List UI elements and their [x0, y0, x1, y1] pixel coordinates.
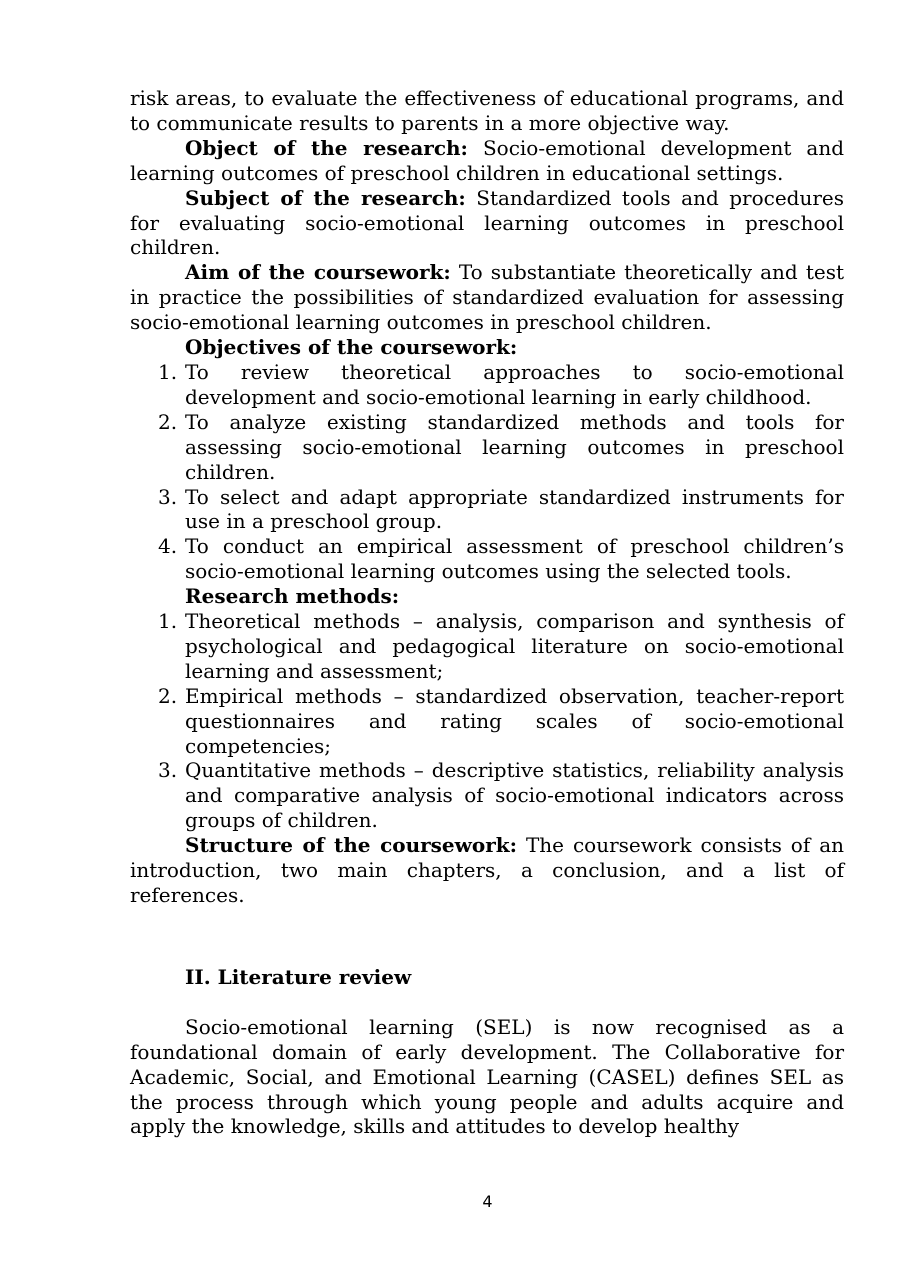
- list-number: 1.: [158, 359, 178, 384]
- list-number: 4.: [158, 534, 178, 559]
- document-page: [130, 86, 844, 1139]
- list-number: 3.: [158, 758, 178, 783]
- objectives-list: [130, 360, 844, 584]
- list-item: [130, 360, 844, 410]
- list-text: Empirical methods – standardized observation, teacher-report questionnaires and rating scales of socio-emotional competencies;: [185, 683, 844, 758]
- subject-text: Standardized tools and procedures for evaluating socio-emotional learning outcomes in preschool children.: [130, 185, 844, 260]
- structure-text: The coursework consists of an introduction, two main chapters, a conclusion, and a list of references.: [130, 833, 845, 907]
- intro-tail-paragraph: risk areas, to evaluate the effectiveness of educational programs, and to communicate results to parents in a more objective way.: [130, 86, 844, 135]
- list-text: To select and adapt appropriate standardized instruments for use in a preschool group.: [185, 484, 844, 534]
- section-title: II. Literature review: [185, 964, 412, 989]
- spacer: [130, 908, 844, 965]
- structure-paragraph: [130, 833, 844, 908]
- list-number: 1.: [158, 609, 178, 634]
- object-paragraph: [130, 136, 844, 186]
- page-number: 4: [482, 1192, 493, 1211]
- list-item: [130, 684, 844, 759]
- aim-paragraph: [130, 260, 844, 335]
- object-text: Socio-emotional development and learning outcomes of preschool children in educational settings.: [130, 135, 844, 185]
- list-item: [130, 410, 844, 485]
- list-item: [130, 758, 844, 833]
- list-text: Theoretical methods – analysis, comparison and synthesis of psychological and pedagogical literature on socio-emotional learning and assessment;: [185, 609, 844, 683]
- subject-paragraph: [130, 186, 844, 261]
- methods-list: [130, 609, 844, 833]
- list-item: [130, 485, 844, 535]
- aim-label: Aim of the coursework:: [185, 260, 451, 285]
- list-text: To analyze existing standardized methods and tools for assessing socio-emotional learning outcomes in preschool children.: [185, 409, 844, 484]
- list-number: 3.: [158, 484, 178, 509]
- list-text: To conduct an empirical assessment of preschool children’s socio-emotional learning outcomes using the selected tools.: [185, 534, 844, 584]
- object-label: Object of the research:: [185, 135, 468, 160]
- list-number: 2.: [158, 683, 178, 708]
- structure-label: Structure of the coursework:: [185, 833, 517, 858]
- subject-label: Subject of the research:: [185, 185, 466, 210]
- list-item: [130, 534, 844, 584]
- literature-paragraph: Socio-emotional learning (SEL) is now recognised as a foundational domain of early development. The Collaborative for Academic, Social, and Emotional Learning (CASEL) defines SEL as the process through which young people and adults acquire and apply the knowledge, skills and attitudes to develop healthy: [130, 1014, 844, 1139]
- objectives-heading: Objectives of the coursework:: [185, 335, 518, 360]
- list-number: 2.: [158, 409, 178, 434]
- list-text: To review theoretical approaches to socio-emotional development and socio-emotional learning in early childhood.: [185, 359, 844, 409]
- aim-text: To substantiate theoretically and test in practice the possibilities of standardized evaluation for assessing socio-emotional learning outcomes in preschool children.: [130, 260, 844, 335]
- methods-heading: Research methods:: [185, 584, 400, 609]
- list-item: [130, 609, 844, 684]
- list-text: Quantitative methods – descriptive statistics, reliability analysis and comparative analysis of socio-emotional indicators across groups of children.: [185, 758, 844, 833]
- spacer: [130, 990, 844, 1015]
